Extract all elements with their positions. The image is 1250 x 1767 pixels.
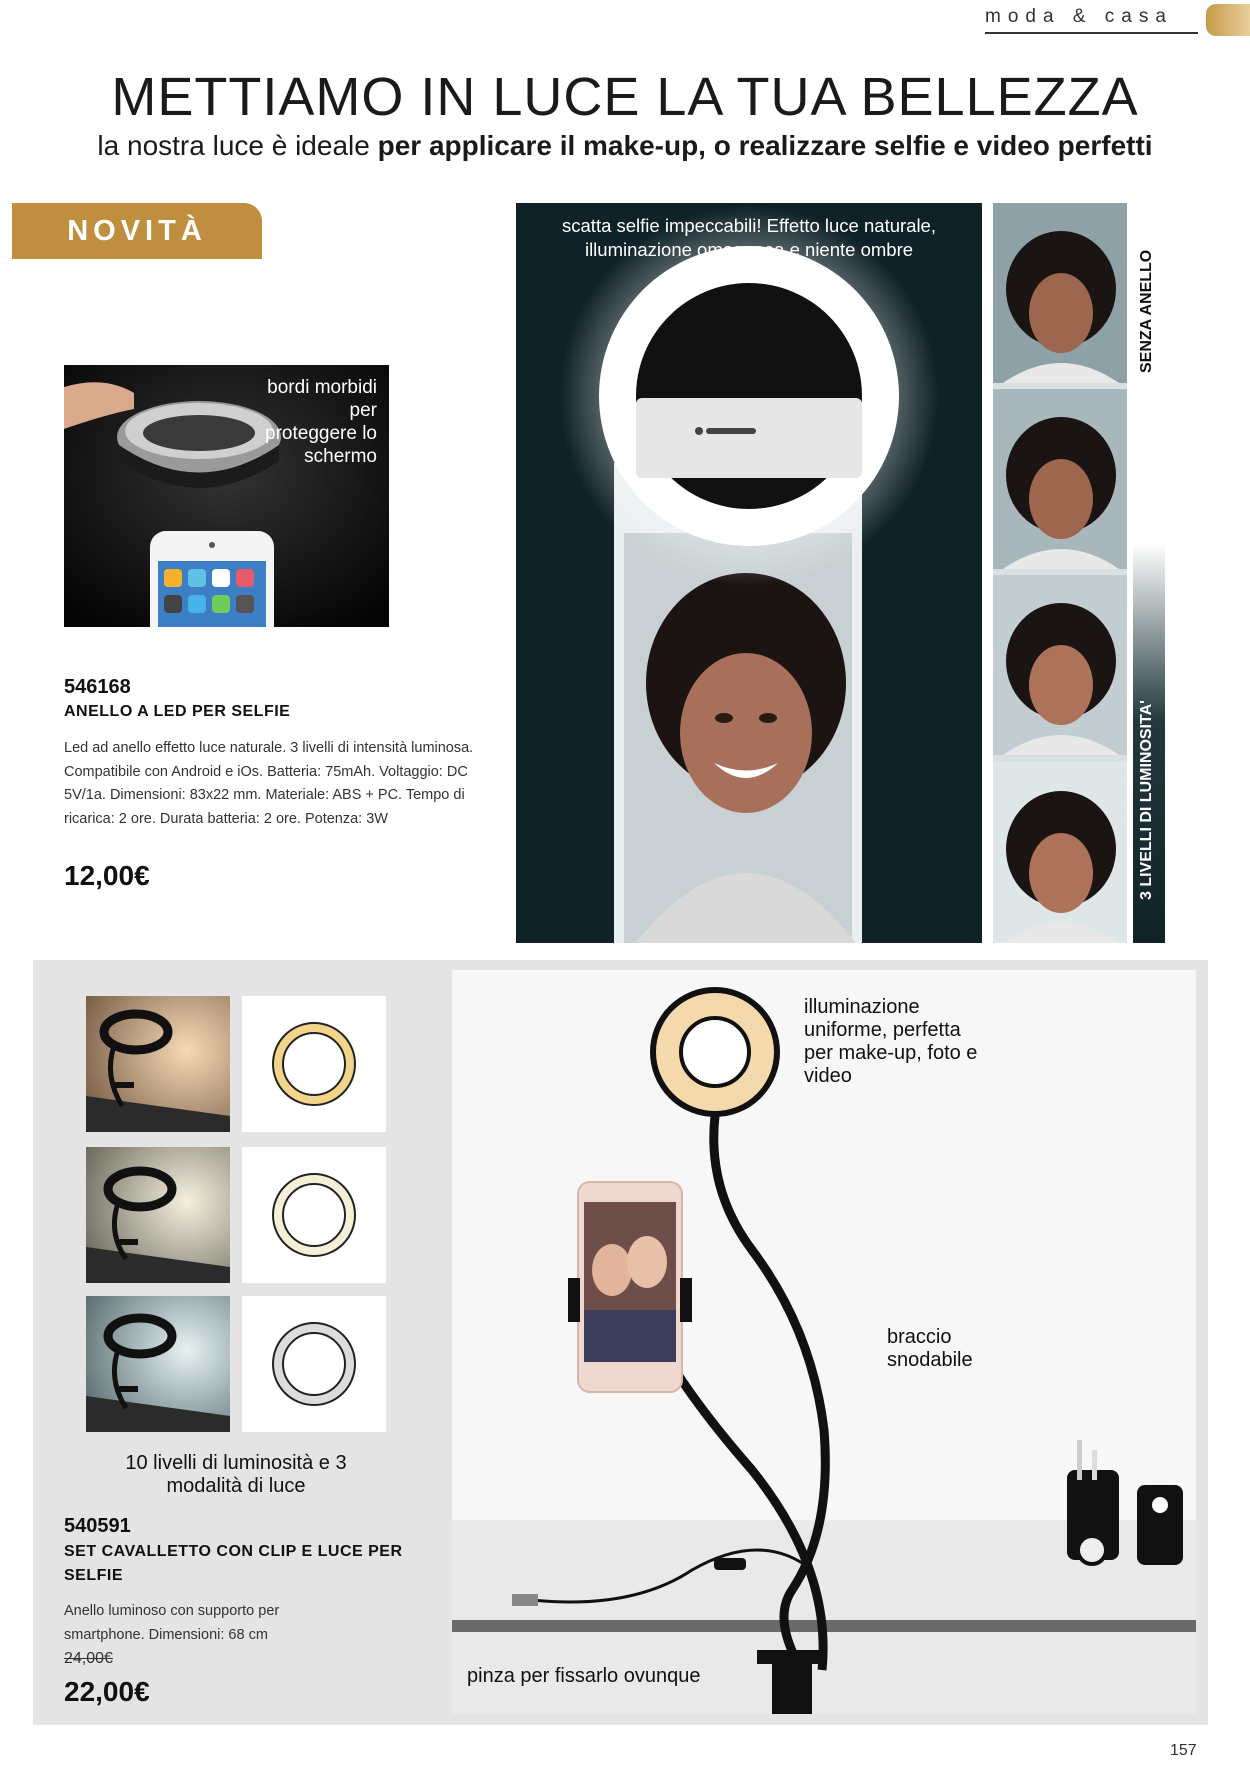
- brightness-levels-label: 3 LIVELLI DI LUMINOSITA': [1138, 700, 1155, 900]
- brightness-comparison-illustration: [993, 203, 1127, 943]
- thumb-cool-light: [86, 1296, 230, 1432]
- cool-light-illustration: [86, 1296, 230, 1432]
- section-underline: [985, 32, 1198, 34]
- selfie-ring-photo: [516, 203, 982, 943]
- ring-detail-caption: bordi morbidi per proteggere lo schermo: [265, 377, 377, 467]
- product1-description: Led ad anello effetto luce naturale. 3 livelli di intensità luminosa. Compatibile con Android e iOs. Batteria: 75mAh. Voltaggio: DC 5V/1a. Dimensioni: 83x22 mm. Materiale: ABS + PC. Tempo di ricarica: 2 ore. Durata batteria: 2 ore. Potenza: 3W: [64, 740, 474, 827]
- warm-light-illustration: [86, 996, 230, 1132]
- brightness-comparison-strip: [993, 203, 1127, 943]
- new-badge: NOVITÀ: [12, 203, 262, 259]
- page-number: 157: [1170, 1742, 1197, 1759]
- ring-cool-illustration: [242, 1296, 386, 1432]
- selfie-ring-illustration: [516, 203, 982, 943]
- clip-callout: pinza per fissarlo ovunque: [467, 1665, 701, 1687]
- product2-old-price: 24,00€: [64, 1650, 113, 1667]
- thumb-warm-light: [86, 996, 230, 1132]
- thumb-ring-warm: [242, 996, 386, 1132]
- thumb-ring-cool: [242, 1296, 386, 1432]
- section-tab: [1206, 4, 1250, 36]
- subtitle-bold: per applicare il make-up, o realizzare selfie e video perfetti: [377, 130, 1153, 161]
- product2-name: SET CAVALLETTO CON CLIP E LUCE PER SELFIE: [64, 1543, 403, 1584]
- thumb-ring-neutral: [242, 1147, 386, 1283]
- arm-callout: braccio snodabile: [887, 1326, 973, 1371]
- comparison-label-bar: [1133, 203, 1165, 943]
- ring-warm-illustration: [242, 996, 386, 1132]
- no-ring-label: SENZA ANELLO: [1138, 249, 1155, 373]
- subtitle-plain: la nostra luce è ideale: [97, 130, 378, 161]
- product1-price: 12,00€: [64, 860, 150, 891]
- thumbs-caption: 10 livelli di luminosità e 3 modalità di luce: [125, 1452, 347, 1497]
- page-subtitle: [0, 130, 1250, 162]
- light-callout: illuminazione uniforme, perfetta per make-up, foto e video: [804, 996, 978, 1087]
- selfie-photo-caption: scatta selfie impeccabili! Effetto luce naturale, illuminazione omogenea e niente ombre: [562, 215, 936, 260]
- page-title: METTIAMO IN LUCE LA TUA BELLEZZA: [111, 67, 1139, 127]
- product2-code: 540591: [64, 1515, 131, 1537]
- product2-price: 22,00€: [64, 1676, 150, 1707]
- neutral-light-illustration: [86, 1147, 230, 1283]
- product2-description: Anello luminoso con supporto per smartphone. Dimensioni: 68 cm: [64, 1603, 280, 1643]
- product1-name: ANELLO A LED PER SELFIE: [64, 703, 291, 720]
- product1-code: 546168: [64, 676, 131, 698]
- section-label: moda & casa: [985, 6, 1173, 27]
- ring-neutral-illustration: [242, 1147, 386, 1283]
- thumb-neutral-light: [86, 1147, 230, 1283]
